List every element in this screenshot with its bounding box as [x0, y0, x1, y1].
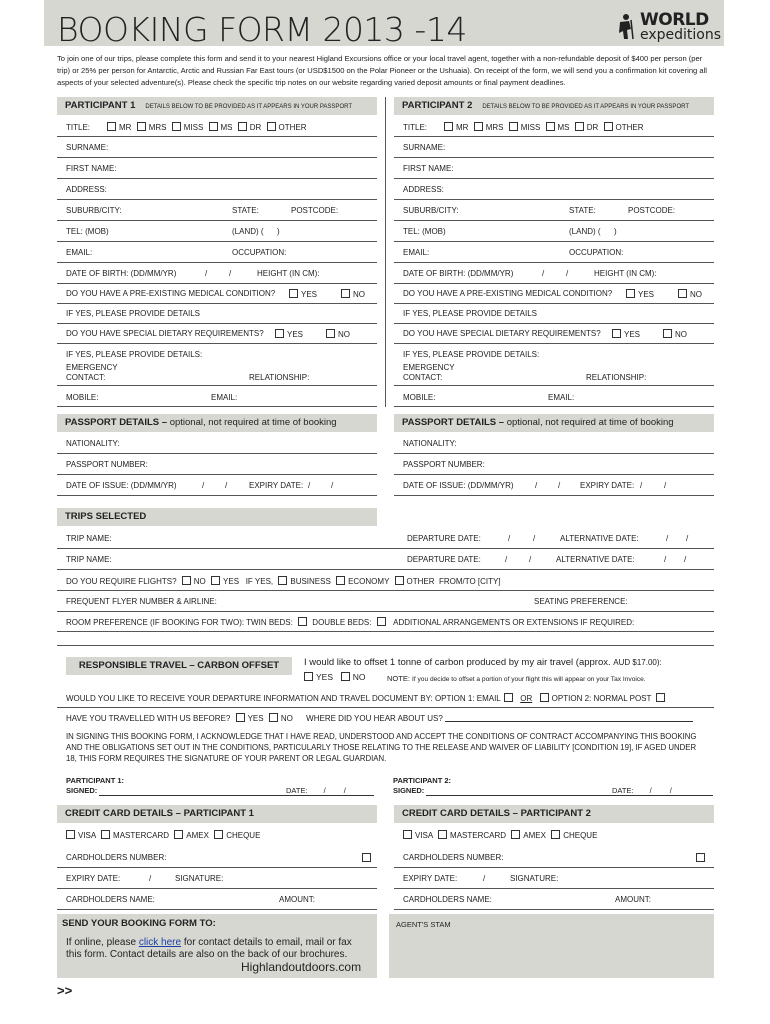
visa-checkbox[interactable] [66, 830, 75, 839]
business-checkbox[interactable] [278, 576, 287, 585]
other-class-checkbox[interactable] [395, 576, 404, 585]
emergency-row-p2[interactable]: IF YES, PLEASE PROVIDE DETAILS: EMERGENCY CONTACT: RELATIONSHIP: [394, 345, 714, 386]
address-field-p1[interactable]: ADDRESS: [57, 180, 377, 200]
passport-heading-p2: PASSPORT DETAILS – optional, not required at time of booking [394, 414, 714, 432]
carbon-offer: I would like to offset 1 tonne of carbon produced by my air travel (approx. AUD $17.00): [304, 657, 662, 668]
tel-row-p2[interactable]: TEL: (MOB) (LAND) ( ) [394, 222, 714, 242]
trip-row-2[interactable]: TRIP NAME: DEPARTURE DATE: / / ALTERNATIVE DATE: / / [57, 550, 714, 570]
address-field-p2[interactable]: ADDRESS: [394, 180, 714, 200]
carbon-no-checkbox[interactable] [341, 672, 350, 681]
logo-expeditions: expeditions [640, 27, 722, 43]
agent-stamp-label: AGENT'S STAM [396, 920, 451, 929]
send-heading: SEND YOUR BOOKING FORM TO: [62, 918, 216, 929]
credit-card-heading-p1: CREDIT CARD DETAILS – PARTICIPANT 1 [57, 805, 377, 823]
title-row-p1: TITLE: MR MRS MISS MS DR OTHER [57, 117, 377, 137]
credit-card-heading-p2: CREDIT CARD DETAILS – PARTICIPANT 2 [394, 805, 714, 823]
medical-row-p2: DO YOU HAVE A PRE-EXISTING MEDICAL CONDITION? YES NO [394, 284, 714, 304]
carbon-choice: YES NO [301, 672, 366, 682]
medical-yes-checkbox[interactable] [626, 289, 635, 298]
mobile-row-p1[interactable]: MOBILE: EMAIL: [57, 388, 377, 407]
passport-heading-p1: PASSPORT DETAILS – optional, not required at time of booking [57, 414, 377, 432]
emergency-row-p1[interactable]: IF YES, PLEASE PROVIDE DETAILS: EMERGENCY CONTACT: RELATIONSHIP: [57, 345, 377, 386]
dietary-no-checkbox[interactable] [663, 329, 672, 338]
medical-no-checkbox[interactable] [678, 289, 687, 298]
amex-checkbox[interactable] [174, 830, 183, 839]
tel-row-p1[interactable]: TEL: (MOB) (LAND) ( ) [57, 222, 377, 242]
document-delivery-row: WOULD YOU LIKE TO RECEIVE YOUR DEPARTURE INFORMATION AND TRAVEL DOCUMENT BY: OPTION 1: EMAIL OR OPTION 2: NORMAL POST [57, 688, 714, 708]
dob-row-p1[interactable]: DATE OF BIRTH: (DD/MM/YR) / / HEIGHT (IN CM): [57, 264, 377, 284]
carbon-note: NOTE: If you decide to offset a portion of your flight this will appear on your Tax Invoice. [387, 674, 646, 683]
signature-line-p2[interactable] [426, 795, 713, 796]
card-expiry-row-p1[interactable]: EXPIRY DATE: / SIGNATURE: [57, 869, 377, 889]
dietary-row-p2: DO YOU HAVE SPECIAL DIETARY REQUIREMENTS? YES NO [394, 324, 714, 344]
trip-row-1[interactable]: TRIP NAME: DEPARTURE DATE: / / ALTERNATIVE DATE: / / [57, 529, 714, 549]
passport-dates-p2[interactable]: DATE OF ISSUE: (DD/MM/YR) / / EXPIRY DATE: / / [394, 476, 714, 496]
dr-checkbox[interactable] [238, 122, 247, 131]
carbon-offset-heading: RESPONSIBLE TRAVEL – CARBON OFFSET [66, 657, 292, 675]
travelled-yes-checkbox[interactable] [236, 713, 245, 722]
dietary-yes-checkbox[interactable] [612, 329, 621, 338]
send-line-2: this form. Contact details are also on the back of our brochures. [66, 949, 348, 960]
other-checkbox[interactable] [267, 122, 276, 131]
email-row-p2[interactable]: EMAIL: OCCUPATION: [394, 243, 714, 263]
dietary-row-p1: DO YOU HAVE SPECIAL DIETARY REQUIREMENTS? YES NO [57, 324, 377, 344]
medical-yes-checkbox[interactable] [289, 289, 298, 298]
suburb-row-p1[interactable]: SUBURB/CITY: STATE: POSTCODE: [57, 201, 377, 221]
email-option-checkbox[interactable] [504, 693, 513, 702]
passport-number-field-p1[interactable]: PASSPORT NUMBER: [57, 455, 377, 475]
miss-checkbox[interactable] [172, 122, 181, 131]
post-option-checkbox[interactable] [540, 693, 549, 702]
carbon-yes-checkbox[interactable] [304, 672, 313, 681]
surname-field-p2[interactable]: SURNAME: [394, 138, 714, 158]
column-divider [385, 97, 386, 407]
send-line-1: If online, please click here for contact details to email, mail or fax [66, 937, 352, 948]
declaration-text: IN SIGNING THIS BOOKING FORM, I ACKNOWLEDGE THAT I HAVE READ, UNDERSTOOD AND ACCEPT THE CONDITIONS OF CONTRACT ACCOMPANYING THIS BOOKING AND THE OBLIGATIONS SET OUT IN THE CONDITIONS, PARTICULARLY THOSE RELATING TO THE RELEASE AND WAIVER OF LIABILITY [CONDITION 19], IF AGED UNDER 18, THIS FORM REQUIRES THE SIGNATURE OF YOUR PARENT OR LEGAL GUARDIAN. [66, 732, 697, 763]
trips-heading: TRIPS SELECTED [57, 508, 377, 526]
dr-checkbox[interactable] [575, 122, 584, 131]
date-p1: DATE: / / [286, 786, 346, 795]
mrs-checkbox[interactable] [474, 122, 483, 131]
ms-checkbox[interactable] [546, 122, 555, 131]
cheque-checkbox[interactable] [551, 830, 560, 839]
flights-no-checkbox[interactable] [182, 576, 191, 585]
card-number-row-p2[interactable]: CARDHOLDERS NUMBER: [394, 848, 714, 868]
next-page-arrow[interactable]: >> [57, 983, 73, 998]
room-preference-row: ROOM PREFERENCE (IF BOOKING FOR TWO): TWIN BEDS: DOUBLE BEDS: ADDITIONAL ARRANGEMENTS OR EXTENSIONS IF REQUIRED: [57, 612, 714, 632]
frequent-flyer-row[interactable]: FREQUENT FLYER NUMBER & AIRLINE: SEATING PREFERENCE: [57, 592, 714, 612]
card-expiry-row-p2[interactable]: EXPIRY DATE: / SIGNATURE: [394, 869, 714, 889]
mastercard-checkbox[interactable] [438, 830, 447, 839]
flights-row: DO YOU REQUIRE FLIGHTS? NO YES IF YES, BUSINESS ECONOMY OTHER FROM/TO [CITY] [57, 571, 714, 591]
click-here-link[interactable]: click here [138, 937, 182, 948]
mobile-row-p2[interactable]: MOBILE: EMAIL: [394, 388, 714, 407]
participant-2-heading: PARTICIPANT 2 DETAILS BELOW TO BE PROVIDED AS IT APPEARS IN YOUR PASSPORT [394, 97, 714, 115]
medical-details-field-p1[interactable]: IF YES, PLEASE PROVIDE DETAILS [57, 304, 377, 324]
suburb-row-p2[interactable]: SUBURB/CITY: STATE: POSTCODE: [394, 201, 714, 221]
miss-checkbox[interactable] [509, 122, 518, 131]
other-checkbox[interactable] [604, 122, 613, 131]
hiker-logo-icon [614, 12, 636, 40]
medical-no-checkbox[interactable] [341, 289, 350, 298]
travelled-no-checkbox[interactable] [269, 713, 278, 722]
date-p2: DATE: / / [612, 786, 672, 795]
amex-checkbox[interactable] [511, 830, 520, 839]
medical-details-field-p2[interactable]: IF YES, PLEASE PROVIDE DETAILS [394, 304, 714, 324]
website[interactable]: Highlandoutdoors.com [241, 960, 362, 974]
cheque-checkbox[interactable] [214, 830, 223, 839]
card-type-row-p1: VISA MASTERCARD AMEX CHEQUE [57, 825, 377, 845]
logo-world: WORLD [640, 10, 709, 30]
post-checkbox[interactable] [656, 693, 665, 702]
intro-text: To join one of our trips, please complete this form and send it to your nearest Higland Excursions office or your local travel agent, together with a non-refundable deposit of $400 per person (per trip) or 25% per person for Antarctic, Arctic and Russian Far East tours (or USD$1500 on the Polar Pioneer or the Ushuaia). On receipt of the form, we will send you a confirmation kit covering all aspects of your selected adventure(s). Please check the specific trip notes on our website regarding varied deposit amounts or final payment deadlines. [57, 54, 707, 87]
twin-beds-checkbox[interactable] [298, 617, 307, 626]
card-name-row-p2[interactable]: CARDHOLDERS NAME: AMOUNT: [394, 890, 714, 910]
ms-checkbox[interactable] [209, 122, 218, 131]
participant-1-heading: PARTICIPANT 1 DETAILS BELOW TO BE PROVIDED AS IT APPEARS IN YOUR PASSPORT [57, 97, 377, 115]
dietary-yes-checkbox[interactable] [275, 329, 284, 338]
travelled-row: HAVE YOU TRAVELLED WITH US BEFORE? YES NO WHERE DID YOU HEAR ABOUT US? [57, 708, 714, 728]
card-type-row-p2: VISA MASTERCARD AMEX CHEQUE [394, 825, 714, 845]
dob-row-p2[interactable]: DATE OF BIRTH: (DD/MM/YR) / / HEIGHT (IN CM): [394, 264, 714, 284]
double-beds-checkbox[interactable] [377, 617, 386, 626]
signature-p1: PARTICIPANT 1: SIGNED: [66, 776, 125, 795]
title-row-p2: TITLE: MR MRS MISS MS DR OTHER [394, 117, 714, 137]
visa-checkbox[interactable] [403, 830, 412, 839]
mr-checkbox[interactable] [444, 122, 453, 131]
medical-row-p1: DO YOU HAVE A PRE-EXISTING MEDICAL CONDITION? YES NO [57, 284, 377, 304]
card-number-row-p1[interactable]: CARDHOLDERS NUMBER: [57, 848, 377, 868]
passport-number-field-p2[interactable]: PASSPORT NUMBER: [394, 455, 714, 475]
signature-line-p1[interactable] [99, 795, 374, 796]
passport-dates-p1[interactable]: DATE OF ISSUE: (DD/MM/YR) / / EXPIRY DATE: / / [57, 476, 377, 496]
mastercard-checkbox[interactable] [101, 830, 110, 839]
first-name-field-p2[interactable]: FIRST NAME: [394, 159, 714, 179]
email-row-p1[interactable]: EMAIL: OCCUPATION: [57, 243, 377, 263]
mr-checkbox[interactable] [107, 122, 116, 131]
economy-checkbox[interactable] [336, 576, 345, 585]
surname-field-p1[interactable]: SURNAME: [57, 138, 377, 158]
divider [57, 645, 714, 646]
flights-yes-checkbox[interactable] [211, 576, 220, 585]
page-title: BOOKING FORM 2013 -14 [57, 10, 467, 49]
card-name-row-p1[interactable]: CARDHOLDERS NAME: AMOUNT: [57, 890, 377, 910]
nationality-field-p2[interactable]: NATIONALITY: [394, 434, 714, 454]
signature-p2: PARTICIPANT 2: SIGNED: [393, 776, 452, 795]
dietary-no-checkbox[interactable] [326, 329, 335, 338]
nationality-field-p1[interactable]: NATIONALITY: [57, 434, 377, 454]
mrs-checkbox[interactable] [137, 122, 146, 131]
first-name-field-p1[interactable]: FIRST NAME: [57, 159, 377, 179]
